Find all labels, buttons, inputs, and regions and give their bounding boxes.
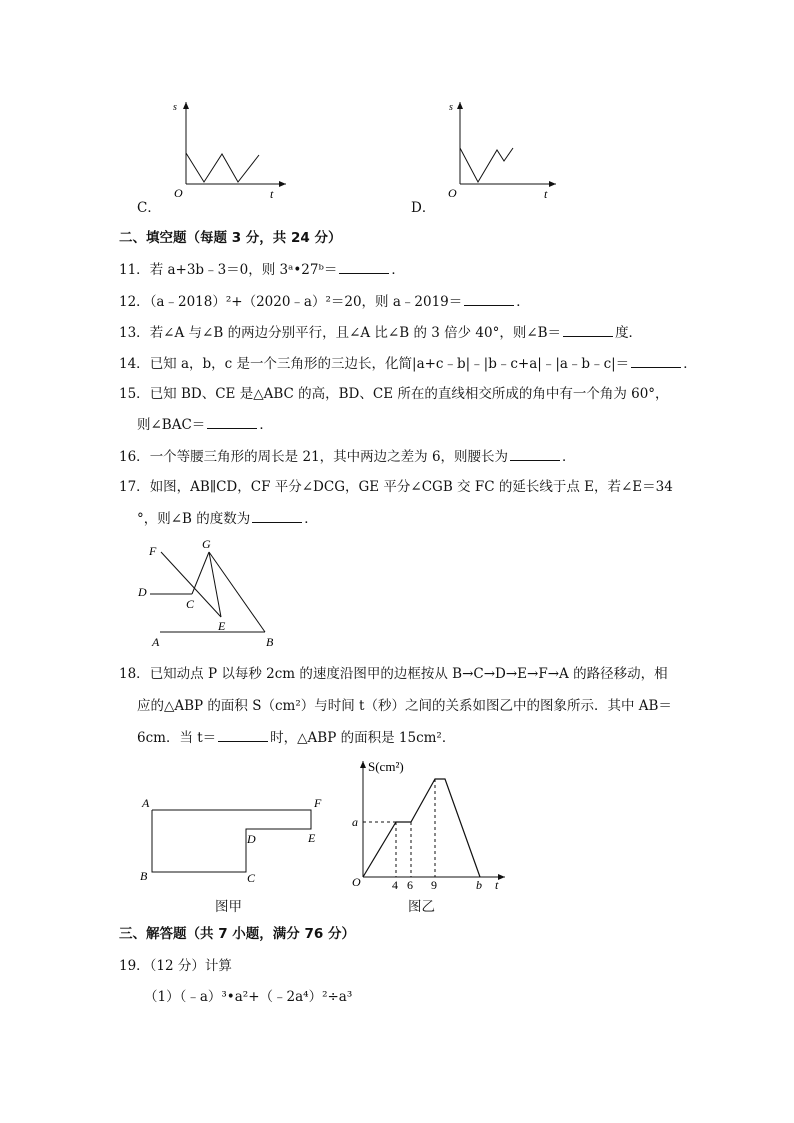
option-d-label: D． xyxy=(411,200,436,216)
point-label-g: G xyxy=(202,537,211,551)
q14-answer-blank[interactable] xyxy=(631,353,681,368)
question-14 xyxy=(119,353,697,374)
q11-text: 若 a+3b﹣3＝0，则 3ᵃ•27ᵇ＝ xyxy=(149,262,338,278)
point-label-d: D xyxy=(138,585,147,599)
point-label-e: E xyxy=(218,619,226,633)
origin-label: O xyxy=(352,875,361,889)
question-15 xyxy=(119,384,669,404)
q17-end: ． xyxy=(304,511,318,527)
question-13 xyxy=(119,322,642,343)
q12-answer-blank[interactable] xyxy=(464,291,514,306)
point-label-b: B xyxy=(140,869,148,883)
q17-number: 17． xyxy=(119,479,150,495)
q14-text: 已知 a，b，c 是一个三角形的三边长，化简|a+c﹣b|﹣|b﹣c+a|﹣|a﹣b﹣c|＝ xyxy=(149,356,630,372)
question-12 xyxy=(119,291,530,312)
tick-label-6: 6 xyxy=(407,878,413,892)
point-label-b: B xyxy=(266,635,274,649)
figure-18-jia xyxy=(135,790,335,890)
q16-number: 16． xyxy=(119,449,150,465)
q15-text: 已知 BD、CE 是△ABC 的高，BD、CE 所在的直线相交所成的角中有一个角为 60°， xyxy=(149,386,669,402)
q15-number: 15． xyxy=(119,386,150,402)
q11-number: 11． xyxy=(119,262,150,278)
tick-label-9: 9 xyxy=(431,878,437,892)
q16-answer-blank[interactable] xyxy=(510,446,560,461)
question-16 xyxy=(119,446,576,467)
figure-18-yi xyxy=(340,755,520,895)
figure-18-yi-caption: 图乙 xyxy=(408,899,435,915)
q13-number: 13． xyxy=(119,325,150,341)
question-17-line2 xyxy=(137,508,318,529)
point-label-f: F xyxy=(314,796,322,810)
question-18-line3 xyxy=(137,727,455,748)
q18-answer-blank[interactable] xyxy=(218,727,268,742)
q14-number: 14． xyxy=(119,356,150,372)
q14-end: ． xyxy=(683,356,697,372)
origin-label: O xyxy=(174,186,183,200)
q15-answer-blank[interactable] xyxy=(207,414,257,429)
point-label-d: D xyxy=(247,832,256,846)
point-label-a: A xyxy=(142,796,150,810)
axis-label-s: s xyxy=(173,102,177,113)
q19-text: 19．（12 分）计算 xyxy=(119,958,232,974)
section-2-title: 二、填空题（每题 3 分，共 24 分） xyxy=(119,230,342,246)
option-c-graph xyxy=(160,98,290,203)
question-19 xyxy=(119,956,232,976)
q13-text: 若∠A 与∠B 的两边分别平行，且∠A 比∠B 的 3 倍少 40°，则∠B＝ xyxy=(149,325,562,341)
tick-label-a: a xyxy=(352,815,358,829)
option-d-graph xyxy=(434,98,564,203)
q12-number: 12． xyxy=(119,294,150,310)
q12-text: （a﹣2018）²+（2020﹣a）²＝20，则 a﹣2019＝ xyxy=(149,294,463,310)
tick-label-b: b xyxy=(476,878,482,892)
question-11 xyxy=(119,259,405,280)
point-label-f: F xyxy=(149,544,157,558)
q18-line3a: 6cm．当 t＝ xyxy=(137,730,217,746)
q13-answer-blank[interactable] xyxy=(563,322,613,337)
point-label-a: A xyxy=(152,635,160,649)
q18-number: 18． xyxy=(119,666,150,682)
q18-text: 已知动点 P 以每秒 2cm 的速度沿图甲的边框按从 B→C→D→E→F→A 的路径移动，相 xyxy=(149,666,668,682)
tick-label-4: 4 xyxy=(392,878,398,892)
axis-label-t: t xyxy=(544,187,548,201)
section-3-title: 三、解答题（共 7 小题，满分 76 分） xyxy=(119,926,355,942)
q11-end: ． xyxy=(391,262,405,278)
q16-text: 一个等腰三角形的周长是 21，其中两边之差为 6，则腰长为 xyxy=(149,449,509,465)
option-c-label: C． xyxy=(137,200,161,216)
q15-line2: 则∠BAC＝ xyxy=(137,417,206,433)
y-axis-label: S(cm²) xyxy=(368,759,404,774)
q18-line3b: 时，△ABP 的面积是 15cm²． xyxy=(270,730,456,746)
question-18 xyxy=(119,664,668,684)
axis-label-s: s xyxy=(449,102,453,113)
point-label-c: C xyxy=(186,597,195,611)
q19-sub1: （1）（﹣a）³•a²+（﹣2a⁴）²÷a³ xyxy=(144,989,353,1005)
q18-line2: 应的△ABP 的面积 S（cm²）与时间 t（秒）之间的关系如图乙中的图象所示．其中 AB＝ xyxy=(137,698,672,714)
axis-label-t: t xyxy=(270,187,274,201)
question-17 xyxy=(119,477,673,497)
q17-text: 如图，AB∥CD，CF 平分∠DCG，GE 平分∠CGB 交 FC 的延长线于点 E，若∠E＝34 xyxy=(149,479,673,495)
q15-end: ． xyxy=(259,417,273,433)
x-axis-label: t xyxy=(495,878,499,892)
q16-end: ． xyxy=(562,449,576,465)
figure-17 xyxy=(130,532,290,652)
question-18-line2 xyxy=(137,696,672,716)
q17-line2: °，则∠B 的度数为 xyxy=(137,511,251,527)
point-label-e: E xyxy=(308,831,316,845)
q11-answer-blank[interactable] xyxy=(339,259,389,274)
question-15-line2 xyxy=(137,414,273,435)
origin-label: O xyxy=(448,186,457,200)
q17-answer-blank[interactable] xyxy=(252,508,302,523)
question-19-part1 xyxy=(144,987,352,1007)
figure-18-jia-caption: 图甲 xyxy=(215,899,242,915)
q13-end: 度． xyxy=(615,325,643,341)
point-label-c: C xyxy=(247,871,256,885)
q12-end: ． xyxy=(516,294,530,310)
